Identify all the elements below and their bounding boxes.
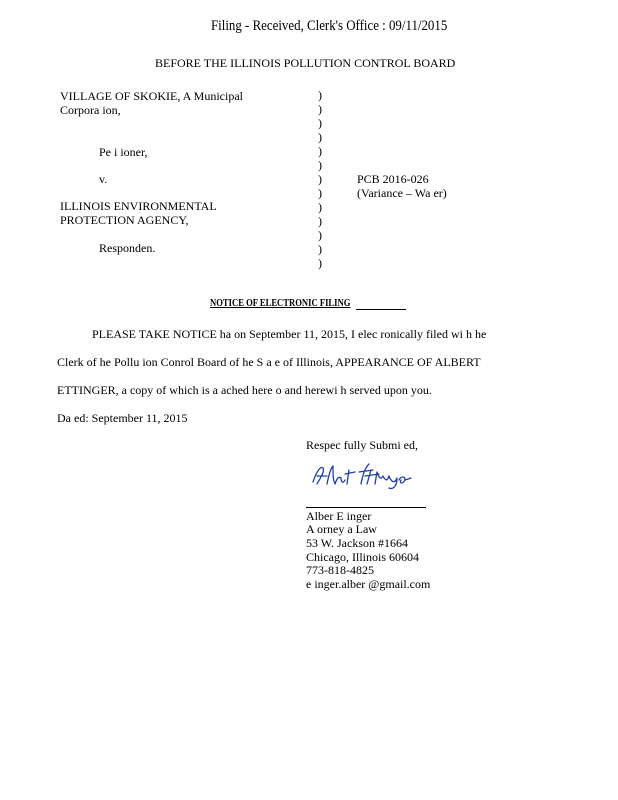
caption-paren: ) bbox=[318, 88, 322, 102]
petitioner-name-line1: VILLAGE OF SKOKIE, A Municipal bbox=[60, 89, 243, 103]
caption-paren: ) bbox=[318, 116, 322, 130]
caption-paren: ) bbox=[318, 130, 322, 144]
caption-paren: ) bbox=[318, 172, 322, 186]
caption-paren: ) bbox=[318, 228, 322, 242]
dated-line: Da ed: September 11, 2015 bbox=[57, 411, 188, 425]
handwritten-signature bbox=[309, 458, 413, 492]
phone-number: 773-818-4825 bbox=[306, 563, 374, 577]
board-title: BEFORE THE ILLINOIS POLLUTION CONTROL BOARD bbox=[155, 56, 456, 70]
case-number: PCB 2016-026 bbox=[357, 172, 429, 186]
petitioner-role: Pe i ioner, bbox=[99, 145, 148, 159]
caption-paren: ) bbox=[318, 242, 322, 256]
caption-paren: ) bbox=[318, 102, 322, 116]
notice-body-line2: Clerk of he Pollu ion Conrol Board of he S a e of Illinois, APPEARANCE OF ALBERT bbox=[57, 355, 481, 369]
caption-paren: ) bbox=[318, 214, 322, 228]
attorney-name: Alber E inger bbox=[306, 509, 372, 523]
title-underline-rule bbox=[356, 309, 406, 310]
address-line2: Chicago, Illinois 60604 bbox=[306, 550, 419, 564]
caption-paren: ) bbox=[318, 256, 322, 270]
email-address: e inger.alber @gmail.com bbox=[306, 577, 431, 591]
closing-text: Respec fully Submi ed, bbox=[306, 438, 418, 452]
respondent-name-line2: PROTECTION AGENCY, bbox=[60, 213, 189, 227]
address-line1: 53 W. Jackson #1664 bbox=[306, 536, 408, 550]
signature-line bbox=[306, 507, 426, 508]
notice-title: NOTICE OF ELECTRONIC FILING bbox=[210, 298, 351, 309]
notice-body-line1: PLEASE TAKE NOTICE ha on September 11, 2015, I elec ronically filed wi h he bbox=[92, 327, 487, 341]
caption-paren: ) bbox=[318, 144, 322, 158]
filing-stamp: Filing - Received, Clerk's Office : 09/11/2015 bbox=[211, 18, 448, 34]
caption-paren: ) bbox=[318, 186, 322, 200]
caption-paren: ) bbox=[318, 158, 322, 172]
notice-body-line3: ETTINGER, a copy of which is a ached here o and herewi h served upon you. bbox=[57, 383, 432, 397]
caption-paren: ) bbox=[318, 200, 322, 214]
caption-parenthesis-column bbox=[318, 88, 326, 270]
respondent-role: Responden. bbox=[99, 241, 156, 255]
versus-label: v. bbox=[99, 172, 108, 186]
case-type: (Variance – Wa er) bbox=[357, 186, 447, 200]
attorney-title: A orney a Law bbox=[306, 522, 377, 536]
respondent-name-line1: ILLINOIS ENVIRONMENTAL bbox=[60, 199, 217, 213]
petitioner-name-line2: Corpora ion, bbox=[60, 103, 121, 117]
